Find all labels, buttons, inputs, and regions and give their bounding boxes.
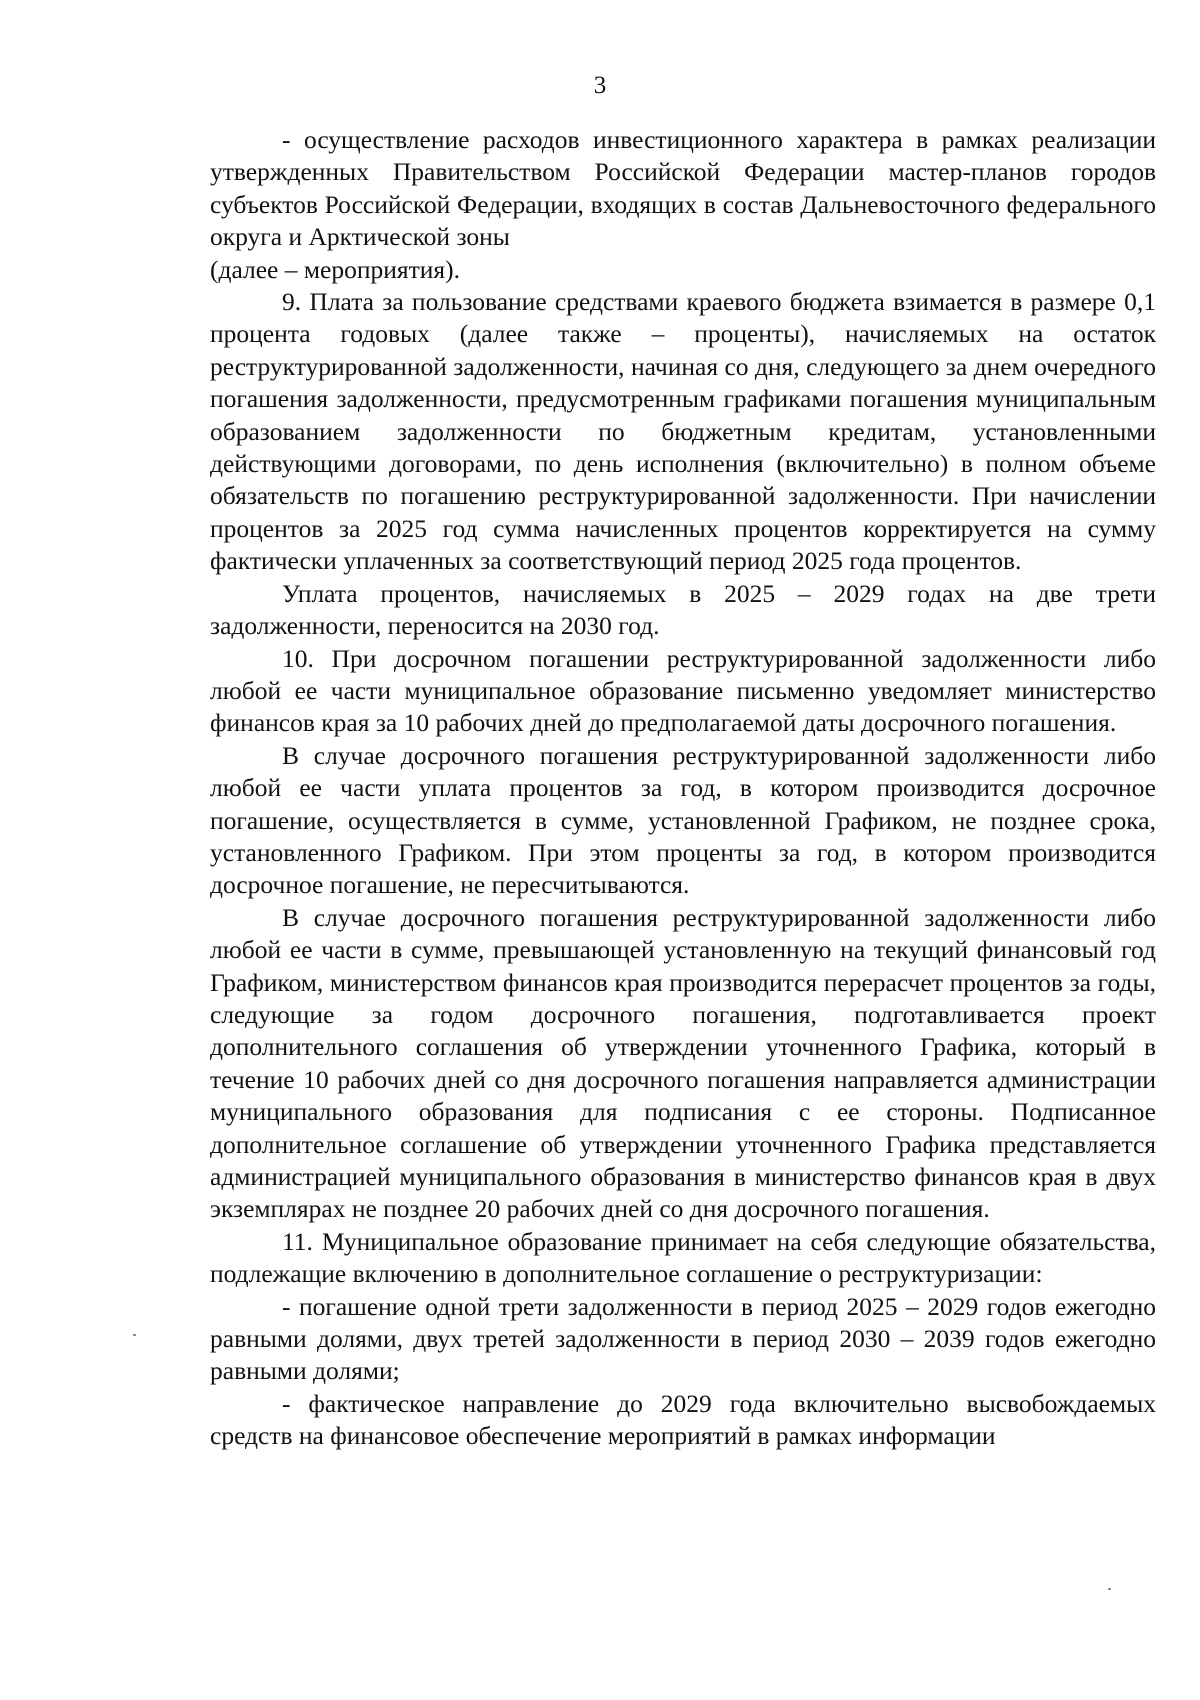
paragraph-investment-expenses: - осуществление расходов инвестиционного характера в рамках реализации утвержденных Правительством Российской Федерации мастер-планов городов субъектов Российской Федерации, входящих в состав Дальневосточного федерального округа и Арктической зоны	[210, 125, 1156, 252]
document-body	[210, 124, 1156, 1453]
paragraph-early-repayment-interest: В случае досрочного погашения реструктурированной задолженности либо любой ее части уплата процентов за год, в котором производится досрочное погашение, осуществляется в сумме, установленной Графиком, не позднее срока, установленного Графиком. При этом проценты за год, в котором производится досрочное погашение, не пересчитываются.	[210, 740, 1156, 900]
page-number: 3	[593, 72, 607, 99]
paragraph-10-early-repayment: 10. При досрочном погашении реструктурированной задолженности либо любой ее части муниципальное образование письменно уведомляет министерство финансов края за 10 рабочих дней до предполагаемой даты досрочного погашения.	[210, 643, 1156, 738]
paragraph-events-definition: (далее – мероприятия).	[210, 254, 460, 284]
scan-speck	[1108, 1588, 1111, 1590]
paragraph-11-obligations: 11. Муниципальное образование принимает на себя следующие обязательства, подлежащие включению в дополнительное соглашение о реструктуризации:	[210, 1226, 1156, 1289]
list-item-repayment-schedule: - погашение одной трети задолженности в период 2025 – 2029 годов ежегодно равными долями, двух третей задолженности в период 2030 – 2039 годов ежегодно равными долями;	[210, 1291, 1156, 1386]
paragraph-interest-deferral: Уплата процентов, начисляемых в 2025 – 2029 годах на две трети задолженности, переносится на 2030 год.	[210, 578, 1156, 641]
list-item-released-funds: - фактическое направление до 2029 года включительно высвобождаемых средств на финансовое обеспечение мероприятий в рамках информации	[210, 1388, 1156, 1451]
paragraph-early-repayment-recalculation: В случае досрочного погашения реструктурированной задолженности либо любой ее части в сумме, превышающей установленную на текущий финансовый год Графиком, министерством финансов края производится перерасчет процентов за годы, следующие за годом досрочного погашения, подготавливается проект дополнительного соглашения об утверждении уточненного Графика, который в течение 10 рабочих дней со дня досрочного погашения направляется администрации муниципального образования для подписания с ее стороны. Подписанное дополнительное соглашение об утверждении уточненного Графика представляется администрацией муниципального образования в министерство финансов края в двух экземплярах не позднее 20 рабочих дней со дня досрочного погашения.	[210, 902, 1156, 1224]
paragraph-9-interest-rate: 9. Плата за пользование средствами краевого бюджета взимается в размере 0,1 процента годовых (далее также – проценты), начисляемых на остаток реструктурированной задолженности, начиная со дня, следующего за днем очередного погашения задолженности, предусмотренным графиками погашения муниципальным образованием задолженности по бюджетным кредитам, установленными действующими договорами, по день исполнения (включительно) в полном объеме обязательств по погашению реструктурированной задолженности. При начислении процентов за 2025 год сумма начисленных процентов корректируется на сумму фактически уплаченных за соответствующий период 2025 года процентов.	[210, 287, 1156, 576]
scan-speck	[133, 1334, 136, 1336]
